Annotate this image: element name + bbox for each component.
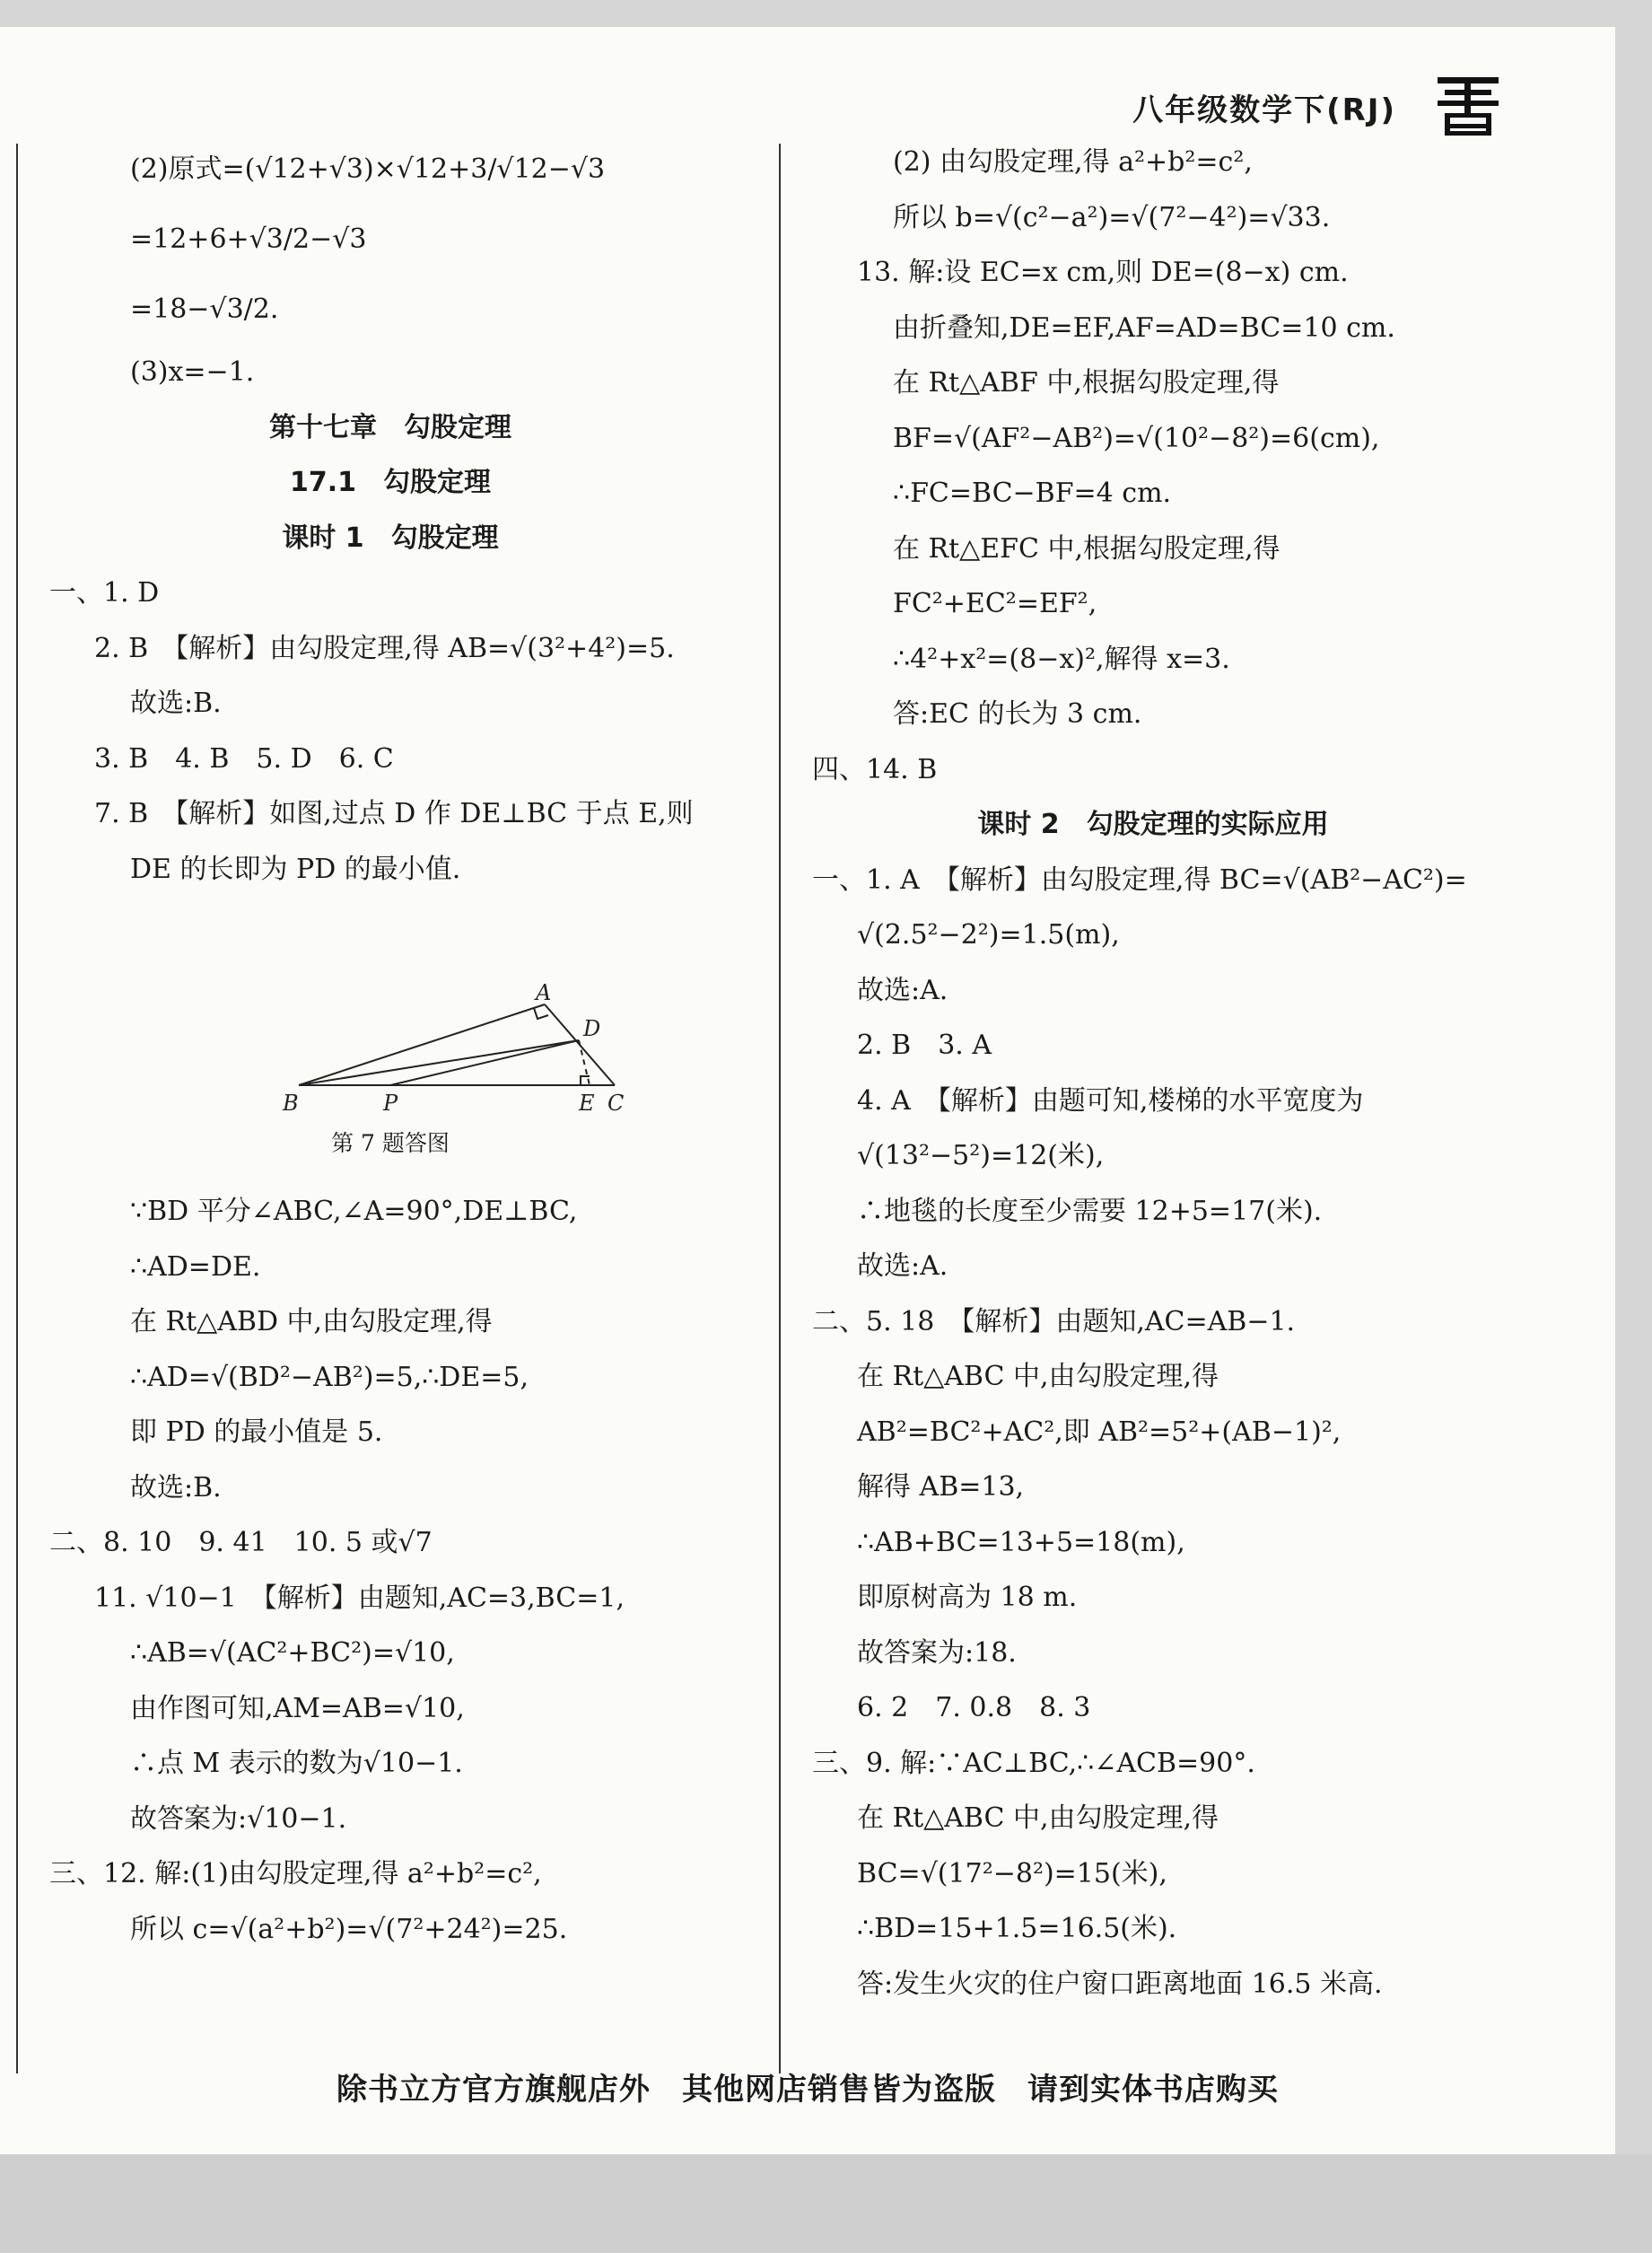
- text-line: ∴AD=√(BD²−AB²)=5,∴DE=5,: [130, 1361, 529, 1393]
- text-line: 故选:B.: [130, 688, 222, 719]
- answer-line: 三、12. 解:(1)由勾股定理,得 a²+b²=c²,: [49, 1858, 542, 1889]
- answer-line: 二、8. 10 9. 41 10. 5 或√7: [49, 1527, 433, 1558]
- text-line: BF=√(AF²−AB²)=√(10²−8²)=6(cm),: [893, 422, 1380, 454]
- text-line: 在 Rt△ABC 中,由勾股定理,得: [857, 1361, 1219, 1392]
- text-line: 故选:A.: [857, 1250, 948, 1282]
- label-c: C: [607, 1091, 625, 1116]
- text-line: (2) 由勾股定理,得 a²+b²=c²,: [893, 146, 1253, 178]
- text-line: √(13²−5²)=12(米),: [857, 1140, 1105, 1171]
- text-line: 即 PD 的最小值是 5.: [130, 1416, 383, 1448]
- column-divider: [779, 144, 781, 2073]
- anti-piracy-footer: 除书立方官方旗舰店外 其他网店销售皆为盗版 请到实体书店购买: [337, 2072, 1279, 2108]
- text-line: 所以 c=√(a²+b²)=√(7²+24²)=25.: [130, 1913, 568, 1945]
- text-line: 故选:A.: [857, 974, 948, 1006]
- answer-line: 三、9. 解:∵AC⊥BC,∴∠ACB=90°.: [812, 1747, 1255, 1779]
- right-column: [812, 135, 1494, 2012]
- text-line: BC=√(17²−8²)=15(米),: [857, 1857, 1167, 1889]
- text-line: 在 Rt△ABF 中,根据勾股定理,得: [893, 367, 1280, 399]
- text-line: √(2.5²−2²)=1.5(m),: [857, 919, 1120, 951]
- text-line: 故答案为:√10−1.: [130, 1802, 347, 1835]
- text-line: 答:EC 的长为 3 cm.: [893, 698, 1142, 730]
- text-line: (2)原式=(√12+√3)×√12+3/√12−√3: [130, 153, 606, 185]
- answer-line: 2. B 【解析】由勾股定理,得 AB=√(3²+4²)=5.: [94, 632, 675, 664]
- text-line: 解得 AB=13,: [857, 1471, 1025, 1503]
- text-line: 答:发生火灾的住户窗口距离地面 16.5 米高.: [857, 1968, 1383, 2000]
- answer-line: 四、14. B: [812, 753, 938, 785]
- left-margin-rule: [16, 144, 18, 2073]
- label-e: E: [579, 1091, 595, 1116]
- text-line: 故选:B.: [130, 1471, 222, 1503]
- text-line: ∴BD=15+1.5=16.5(米).: [857, 1913, 1177, 1944]
- text-line: 即原树高为 18 m.: [857, 1582, 1078, 1613]
- text-line: 故答案为:18.: [857, 1636, 1017, 1669]
- figure-caption: 第 7 题答图: [331, 1130, 450, 1156]
- lesson-title: 课时 1 勾股定理: [282, 522, 499, 554]
- text-line: AB²=BC²+AC²,即 AB²=5²+(AB−1)²,: [857, 1416, 1342, 1448]
- answer-line: 二、5. 18 【解析】由题知,AC=AB−1.: [812, 1305, 1296, 1337]
- text-line: 在 Rt△EFC 中,根据勾股定理,得: [893, 532, 1281, 565]
- answer-line: 11. √10−1 【解析】由题知,AC=3,BC=1,: [94, 1582, 625, 1614]
- lesson-title: 课时 2 勾股定理的实际应用: [977, 809, 1329, 840]
- answer-line: 7. B 【解析】如图,过点 D 作 DE⊥BC 于点 E,则: [94, 798, 694, 829]
- answer-line: 一、1. D: [49, 577, 160, 609]
- text-line: DE 的长即为 PD 的最小值.: [130, 853, 461, 885]
- label-a: A: [536, 980, 552, 1005]
- label-p: P: [383, 1091, 398, 1116]
- triangle-diagram: [274, 897, 651, 1121]
- text-line: ∵BD 平分∠ABC,∠A=90°,DE⊥BC,: [130, 1196, 578, 1227]
- answer-line: 2. B 3. A: [857, 1030, 992, 1061]
- text-line: ∴地毯的长度至少需要 12+5=17(米).: [857, 1195, 1323, 1227]
- text-line: FC²+EC²=EF²,: [893, 588, 1097, 619]
- text-line: =12+6+√3/2−√3: [130, 224, 367, 255]
- chapter-title: 第十七章 勾股定理: [269, 411, 511, 443]
- text-line: =18−√3/2.: [130, 294, 279, 325]
- text-line: ∴AB=√(AC²+BC²)=√10,: [130, 1637, 455, 1669]
- header-title: 八年级数学下(RJ): [1132, 92, 1396, 128]
- text-line: ∴AB+BC=13+5=18(m),: [857, 1526, 1185, 1558]
- answer-line: 一、1. A 【解析】由勾股定理,得 BC=√(AB²−AC²)=: [812, 864, 1467, 896]
- label-b: B: [283, 1091, 299, 1116]
- scan-margin: [0, 2154, 1652, 2253]
- text-line: ∴4²+x²=(8−x)²,解得 x=3.: [893, 643, 1230, 675]
- text-line: 在 Rt△ABD 中,由勾股定理,得: [130, 1306, 493, 1337]
- label-d: D: [583, 1016, 601, 1041]
- answer-line: 6. 2 7. 0.8 8. 3: [857, 1692, 1091, 1723]
- text-line: 由折叠知,DE=EF,AF=AD=BC=10 cm.: [893, 311, 1395, 344]
- book-logo-icon: [1432, 74, 1504, 138]
- text-line: ∴点 M 表示的数为√10−1.: [130, 1748, 463, 1779]
- answer-line: 3. B 4. B 5. D 6. C: [94, 742, 394, 775]
- text-line: 由作图可知,AM=AB=√10,: [130, 1692, 465, 1724]
- text-line: 所以 b=√(c²−a²)=√(7²−4²)=√33.: [893, 201, 1331, 233]
- answer-line: 13. 解:设 EC=x cm,则 DE=(8−x) cm.: [857, 257, 1349, 288]
- figure-7: [49, 897, 731, 1121]
- text-line: ∴AD=DE.: [130, 1250, 261, 1283]
- answer-line: 4. A 【解析】由题可知,楼梯的水平宽度为: [857, 1084, 1364, 1117]
- text-line: ∴FC=BC−BF=4 cm.: [893, 478, 1172, 509]
- left-column: [49, 135, 731, 1957]
- section-title: 17.1 勾股定理: [289, 467, 492, 498]
- text-line: (3)x=−1.: [130, 356, 255, 388]
- text-line: 在 Rt△ABC 中,由勾股定理,得: [857, 1802, 1219, 1834]
